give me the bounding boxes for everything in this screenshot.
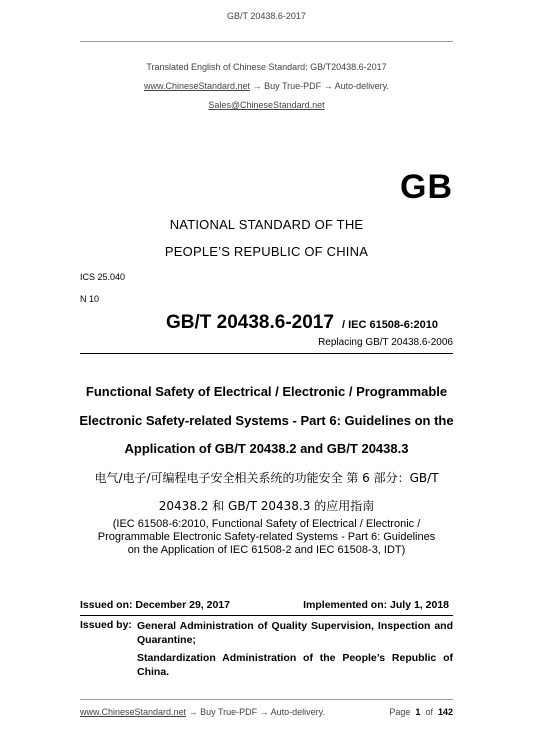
issuing-org-1: General Administration of Quality Supervision, Inspection and Quarantine; (137, 620, 453, 646)
buy-text: Buy True-PDF (264, 81, 322, 91)
gb-logo: GB (400, 168, 453, 206)
footer-delivery-text: Auto-delivery. (270, 707, 325, 717)
standard-number (166, 312, 438, 334)
class-code: N 10 (80, 294, 100, 304)
footer-divider (80, 699, 453, 700)
title-en-line2: Electronic Safety-related Systems - Part 6: Guidelines on the (79, 413, 454, 428)
dates-divider (80, 615, 453, 616)
site-link[interactable]: www.ChineseStandard.net (144, 81, 251, 91)
page-indicator (389, 707, 453, 717)
delivery-text: Auto-delivery. (334, 81, 389, 91)
email-line (0, 100, 533, 110)
dates-row (80, 599, 453, 611)
national-standard-line2: PEOPLE’S REPUBLIC OF CHINA (164, 244, 369, 259)
title-divider (80, 353, 453, 354)
iec-equivalent: / IEC 61508-6:2010 (341, 319, 438, 331)
arrow-right-icon: → (323, 81, 333, 91)
title-zh-line2: 20438.2 和 GB/T 20438.3 的应用指南 (158, 499, 375, 513)
title-zh-line1: 电气/电子/可编程电子安全相关系统的功能安全 第 6 部分：GB/T (94, 471, 439, 485)
national-standard-line1: NATIONAL STANDARD OF THE (169, 217, 364, 232)
email-link[interactable]: Sales@ChineseStandard.net (208, 100, 325, 110)
arrow-right-icon: → (259, 707, 269, 717)
header-divider (80, 41, 453, 42)
issued-on: Issued on: December 29, 2017 (80, 599, 230, 611)
title-en-line1: Functional Safety of Electrical / Electronic / Programmable (85, 384, 448, 399)
footer-buy-text: Buy True-PDF (200, 707, 258, 717)
running-header: GB/T 20438.6-2017 (227, 11, 306, 21)
ics-code: ICS 25.040 (80, 272, 126, 282)
implemented-on: Implemented on: July 1, 2018 (303, 599, 449, 611)
translation-note: Translated English of Chinese Standard: GB/T20438.6-2017 (146, 62, 387, 72)
footer-site-link[interactable]: www.ChineseStandard.net (80, 707, 187, 717)
page-current: 1 (415, 707, 421, 717)
idt-line2: Programmable Electronic Safety-related Systems - Part 6: Guidelines (97, 531, 436, 543)
page-label: Page (389, 707, 411, 717)
arrow-right-icon: → (188, 707, 198, 717)
idt-line1: (IEC 61508-6:2010, Functional Safety of Electrical / Electronic / (112, 518, 421, 530)
purchase-line (0, 81, 533, 91)
standard-code: GB/T 20438.6-2017 (166, 312, 334, 333)
arrow-right-icon: → (252, 81, 262, 91)
page-total: 142 (437, 707, 453, 717)
idt-line3: on the Application of IEC 61508-2 and IEC 61508-3, IDT) (127, 544, 406, 556)
title-en-line3: Application of GB/T 20438.2 and GB/T 20438.3 (124, 441, 409, 456)
replacing-note: Replacing GB/T 20438.6-2006 (318, 337, 453, 348)
footer (80, 707, 453, 717)
page-of: of (425, 707, 433, 717)
issued-by-label: Issued by: (80, 619, 132, 631)
issuing-org-2: Standardization Administration of the People’s Republic of China. (137, 652, 453, 678)
